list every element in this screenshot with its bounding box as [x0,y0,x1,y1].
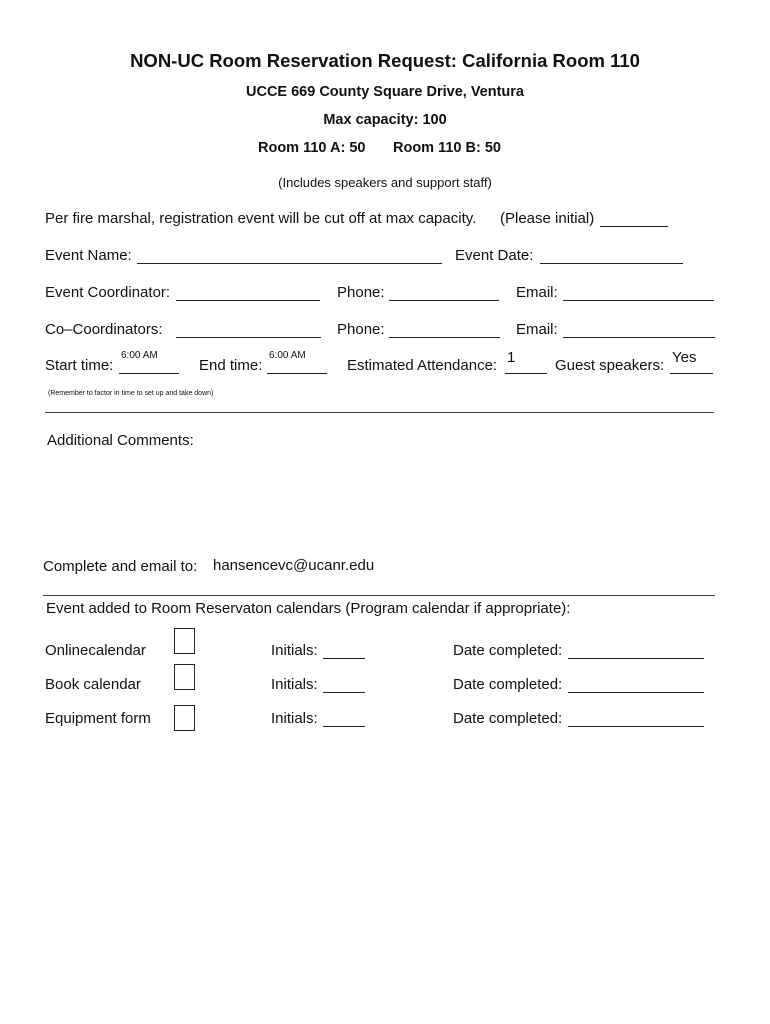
start-time-value: 6:00 AM [121,350,158,361]
guest-speakers-value: Yes [672,349,697,366]
coordinator-phone-label: Phone: [337,284,385,301]
guest-speakers-label: Guest speakers: [555,357,665,374]
start-time-field[interactable] [119,373,179,374]
equipment-form-date-field[interactable] [568,726,704,727]
max-capacity: Max capacity: 100 [323,112,447,128]
event-coordinator-label: Event Coordinator: [45,284,171,301]
book-calendar-initials-field[interactable] [323,692,365,693]
equipment-form-initials-label: Initials: [271,710,318,727]
event-name-field[interactable] [137,263,442,264]
coordinator-phone-field[interactable] [389,300,499,301]
form-title: NON-UC Room Reservation Request: California Room 110 [130,50,640,71]
co-coordinator-email-field[interactable] [563,337,715,338]
equipment-form-checkbox[interactable] [174,705,195,731]
equipment-form-date-label: Date completed: [453,710,563,727]
co-coordinator-email-label: Email: [516,321,558,338]
coordinator-email-label: Email: [516,284,558,301]
divider [43,595,715,596]
initial-field[interactable] [600,226,668,227]
online-calendar-label: Onlinecalendar [45,642,146,659]
end-time-label: End time: [199,357,263,374]
end-time-value: 6:00 AM [269,350,306,361]
room-a-capacity: Room 110 A: 50 [258,140,366,156]
room-b-capacity: Room 110 B: 50 [393,140,501,156]
event-date-label: Event Date: [455,247,534,264]
book-calendar-checkbox[interactable] [174,664,195,690]
co-coordinators-field[interactable] [176,337,321,338]
event-name-label: Event Name: [45,247,132,264]
book-calendar-initials-label: Initials: [271,676,318,693]
additional-comments-label: Additional Comments: [47,432,194,449]
calendars-heading: Event added to Room Reservaton calendars (Program calendar if appropriate): [46,600,571,617]
book-calendar-date-field[interactable] [568,692,704,693]
please-initial-label: (Please initial) [500,210,595,227]
online-calendar-date-field[interactable] [568,658,704,659]
co-coordinator-phone-label: Phone: [337,321,385,338]
start-time-label: Start time: [45,357,114,374]
online-calendar-initials-label: Initials: [271,642,318,659]
online-calendar-initials-field[interactable] [323,658,365,659]
end-time-field[interactable] [267,373,327,374]
estimated-attendance-field[interactable] [505,373,547,374]
estimated-attendance-label: Estimated Attendance: [347,357,498,374]
online-calendar-checkbox[interactable] [174,628,195,654]
submit-email-address: hansencevc@ucanr.edu [213,557,375,574]
complete-email-label: Complete and email to: [43,558,198,575]
book-calendar-date-label: Date completed: [453,676,563,693]
book-calendar-label: Book calendar [45,676,141,693]
online-calendar-date-label: Date completed: [453,642,563,659]
equipment-form-label: Equipment form [45,710,151,727]
capacity-note: (Includes speakers and support staff) [278,175,492,190]
additional-comments-field[interactable] [45,452,714,547]
equipment-form-initials-field[interactable] [323,726,365,727]
setup-reminder: (Remember to factor in time to set up and take down) [48,390,214,397]
co-coordinators-label: Co–Coordinators: [45,321,163,338]
event-coordinator-field[interactable] [176,300,320,301]
coordinator-email-field[interactable] [563,300,714,301]
fire-marshal-text: Per fire marshal, registration event will be cut off at max capacity. [45,210,477,227]
address-line: UCCE 669 County Square Drive, Ventura [246,84,524,100]
divider [45,412,714,413]
guest-speakers-field[interactable] [670,373,713,374]
co-coordinator-phone-field[interactable] [389,337,500,338]
event-date-field[interactable] [540,263,683,264]
estimated-attendance-value: 1 [507,349,516,366]
